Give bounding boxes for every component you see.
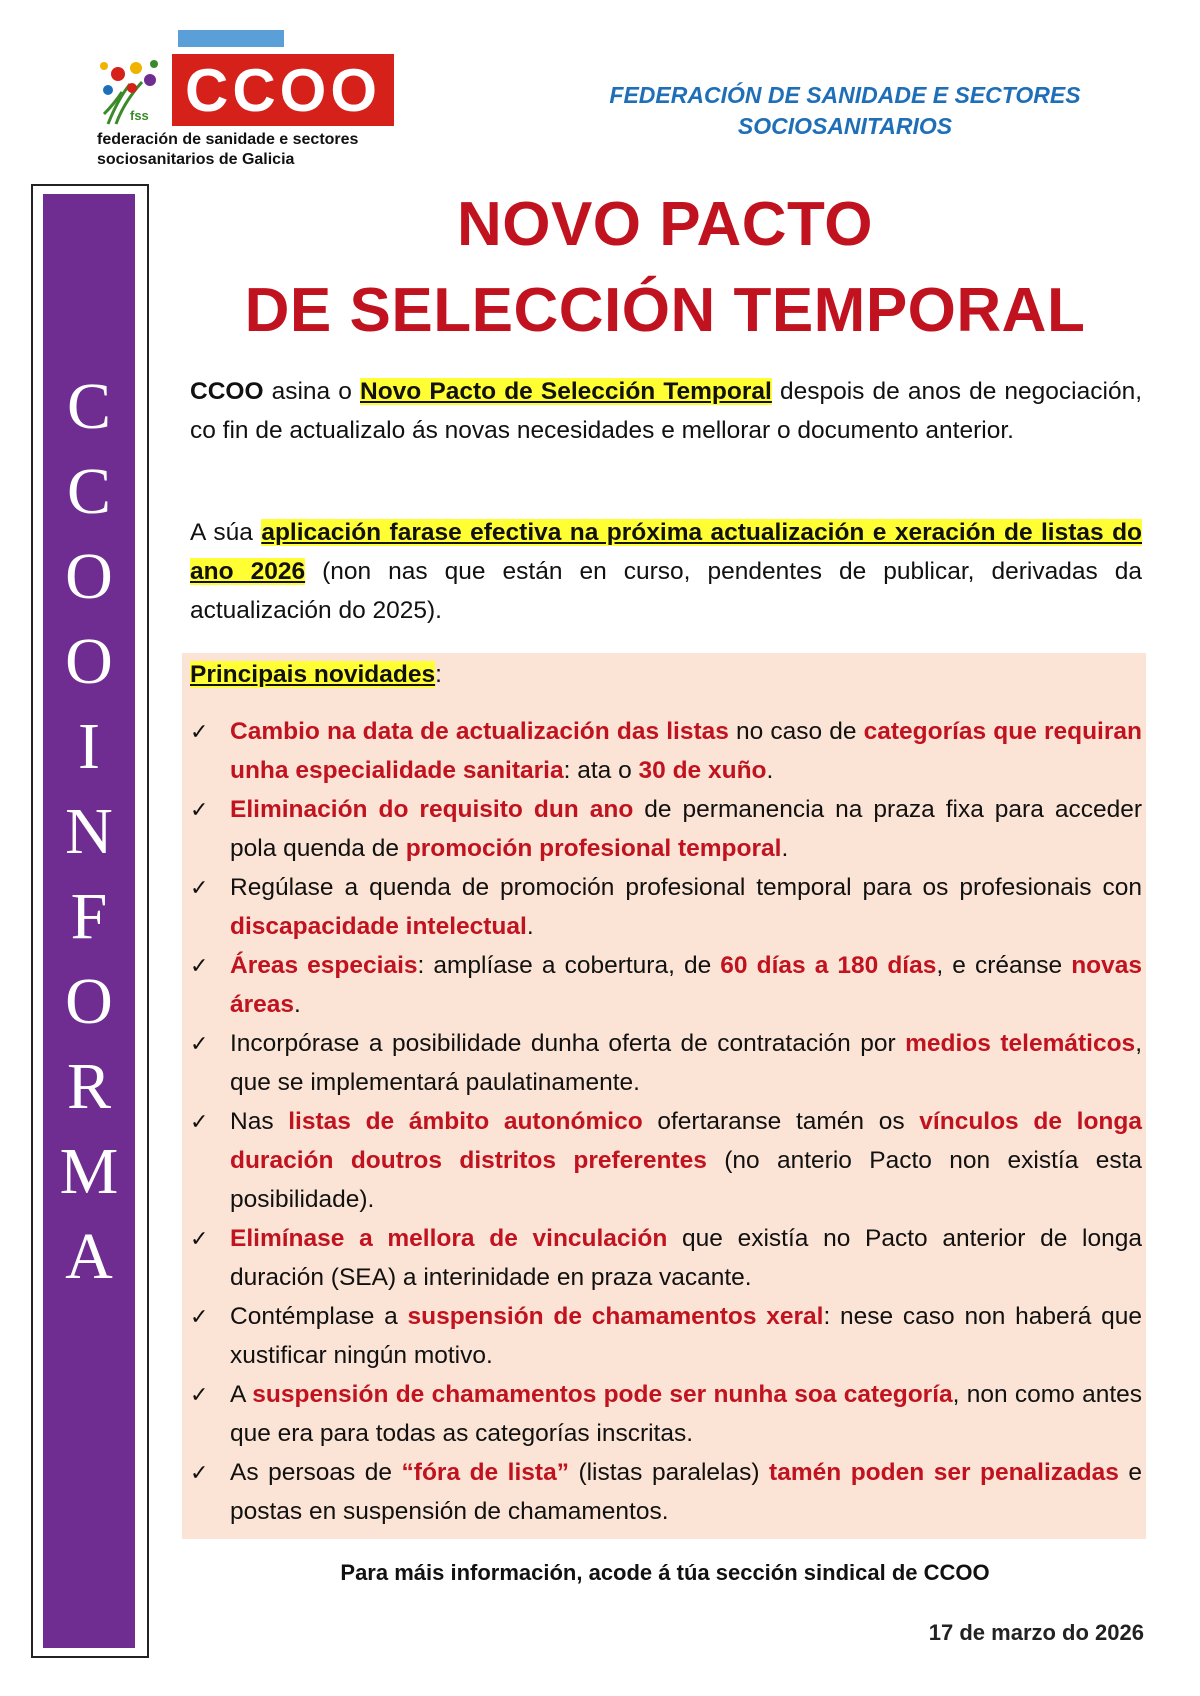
sidebar-letter: A xyxy=(65,1220,113,1293)
check-icon: ✓ xyxy=(190,1226,209,1251)
intro-paragraph-1 xyxy=(190,372,1142,450)
logo-blue-bar xyxy=(178,30,284,47)
novidade-text: Regúlase a quenda de promoción profesional temporal para os profesionais con xyxy=(230,874,1142,901)
novidade-item xyxy=(190,1453,1142,1531)
novidade-text: de permanencia na praza fixa para acceder pola quenda de xyxy=(230,796,1142,862)
fss-flower-logo-icon xyxy=(96,54,164,126)
novidade-text: . xyxy=(526,913,534,940)
intro-paragraph-2 xyxy=(190,513,1142,630)
novidade-emphasis: categorías que requiran unha especialidade sanitaria xyxy=(230,718,1142,784)
novidade-text: e postas en suspensión de chamamentos. xyxy=(230,1459,1143,1525)
federation-line1: FEDERACIÓN DE SANIDADE E SECTORES xyxy=(609,82,1081,108)
novidade-text: , e créanse xyxy=(936,952,1072,979)
check-icon: ✓ xyxy=(190,797,209,822)
ccoo-informa-sidebar xyxy=(43,194,135,1648)
p2-text-a: A súa xyxy=(190,519,262,546)
p1-text-a: asina o xyxy=(263,378,361,405)
novidade-item xyxy=(190,1219,1142,1297)
novidade-emphasis: Áreas especiais xyxy=(230,952,418,979)
novidade-emphasis: listas de ámbito autonómico xyxy=(288,1108,643,1135)
novidade-item xyxy=(190,1297,1142,1375)
novidade-text: Incorpórase a posibilidade dunha oferta de contratación por xyxy=(230,1030,906,1057)
sidebar-letter: F xyxy=(70,880,108,953)
novidade-emphasis: medios telemáticos xyxy=(905,1030,1136,1057)
p1-highlight: Novo Pacto de Selección Temporal xyxy=(360,378,772,405)
novidade-emphasis: Cambio na data de actualización das listas xyxy=(230,718,729,745)
page-title xyxy=(180,182,1150,354)
novidade-text: que existía no Pacto anterior de longa duración (SEA) a interinidade en praza vacante. xyxy=(230,1225,1142,1291)
logo-caption-line2: sociosanitarios de Galicia xyxy=(97,151,295,168)
novidade-item xyxy=(190,1024,1142,1102)
novidade-emphasis: vínculos de longa duración doutros distritos preferentes xyxy=(230,1108,1142,1174)
novidade-item xyxy=(190,1102,1142,1219)
novidades-heading-text: Principais novidades xyxy=(190,661,436,688)
novidade-item xyxy=(190,946,1142,1024)
novidade-text: A xyxy=(230,1381,253,1408)
novidade-emphasis: tamén poden ser penalizadas xyxy=(769,1459,1119,1486)
federation-heading xyxy=(560,80,1130,142)
sidebar-letter: M xyxy=(59,1135,119,1208)
check-icon: ✓ xyxy=(190,719,209,744)
novidade-text: . xyxy=(294,991,301,1018)
novidade-text: (no anterio Pacto non existía esta posibilidade). xyxy=(230,1147,1143,1213)
ccoo-logo xyxy=(172,54,394,126)
logo-caption xyxy=(97,130,358,170)
novidade-emphasis: “fóra de lista” xyxy=(401,1459,569,1486)
check-icon: ✓ xyxy=(190,875,209,900)
novidades-list xyxy=(190,712,1142,1531)
check-icon: ✓ xyxy=(190,953,209,978)
sidebar-letter: N xyxy=(65,795,113,868)
more-info-text: Para máis información, acode á túa sección sindical de CCOO xyxy=(340,1560,990,1585)
check-icon: ✓ xyxy=(190,1304,209,1329)
novidade-text: : ata o xyxy=(563,757,639,784)
p2-highlight: aplicación farase efectiva na próxima actualización e xeración de listas do ano 2026 xyxy=(190,519,1142,585)
sidebar-letter: C xyxy=(66,370,112,443)
sidebar-letter: O xyxy=(65,965,113,1038)
sidebar-letter: O xyxy=(65,625,113,698)
novidade-item xyxy=(190,790,1142,868)
novidade-item xyxy=(190,1375,1142,1453)
novidade-emphasis: suspensión de chamamentos pode ser nunha soa categoría xyxy=(252,1381,953,1408)
novidade-emphasis: novas áreas xyxy=(230,952,1142,1018)
novidade-item xyxy=(190,712,1142,790)
ccoo-strong: CCOO xyxy=(190,378,264,405)
sidebar-letter: I xyxy=(78,710,100,783)
novidade-text: ofertaranse tamén os xyxy=(642,1108,920,1135)
novidade-emphasis: Elimínase a mellora de vinculación xyxy=(230,1225,668,1252)
title-line2: DE SELECCIÓN TEMPORAL xyxy=(244,276,1086,345)
novidade-emphasis: Eliminación do requisito dun ano xyxy=(230,796,634,823)
sidebar-letter: R xyxy=(66,1050,112,1123)
svg-text:fss: fss xyxy=(130,108,149,123)
check-icon: ✓ xyxy=(190,1031,209,1056)
logo-caption-line1: federación de sanidade e sectores xyxy=(97,131,359,148)
novidade-text: , que se implementará paulatinamente. xyxy=(230,1030,1142,1096)
novidade-emphasis: suspensión de chamamentos xeral xyxy=(407,1303,824,1330)
svg-text:CCOO: CCOO xyxy=(185,57,381,124)
p1-text-b: despois de anos de negociación, co fin de actualizalo ás novas necesidades e mellorar o documento anterior. xyxy=(190,378,1143,444)
novidade-text: : nese caso non haberá que xustificar ningún motivo. xyxy=(230,1303,1142,1369)
document-date: 17 de marzo do 2026 xyxy=(928,1620,1144,1645)
novidade-text: Nas xyxy=(230,1108,289,1135)
novidade-item xyxy=(190,868,1142,946)
novidade-text: , non como antes que era para todas as categorías inscritas. xyxy=(230,1381,1143,1447)
title-line1: NOVO PACTO xyxy=(456,190,874,259)
check-icon: ✓ xyxy=(190,1382,209,1407)
novidade-emphasis: discapacidade intelectual xyxy=(230,913,527,940)
sidebar-letters xyxy=(43,364,135,1299)
novidade-text: no caso de xyxy=(728,718,864,745)
novidade-emphasis: 60 días a 180 días xyxy=(720,952,937,979)
check-icon: ✓ xyxy=(190,1109,209,1134)
federation-line2: SOCIOSANITARIOS xyxy=(737,113,953,139)
sidebar-letter: C xyxy=(66,455,112,528)
novidade-text: (listas paralelas) xyxy=(568,1459,770,1486)
novidade-emphasis: promoción profesional temporal xyxy=(405,835,782,862)
novidade-text: . xyxy=(766,757,774,784)
novidades-heading xyxy=(190,655,442,694)
novidade-text: Contémplase a xyxy=(230,1303,408,1330)
novidade-text: As persoas de xyxy=(230,1459,402,1486)
novidade-emphasis: 30 de xuño xyxy=(638,757,767,784)
check-icon: ✓ xyxy=(190,1460,209,1485)
novidade-text: : amplíase a cobertura, de xyxy=(417,952,721,979)
novidades-heading-colon: : xyxy=(435,661,442,688)
novidade-text: . xyxy=(781,835,789,862)
sidebar-letter: O xyxy=(65,540,113,613)
p2-text-b: (non nas que están en curso, pendentes de publicar, derivadas da actualización do 2025). xyxy=(190,558,1142,624)
